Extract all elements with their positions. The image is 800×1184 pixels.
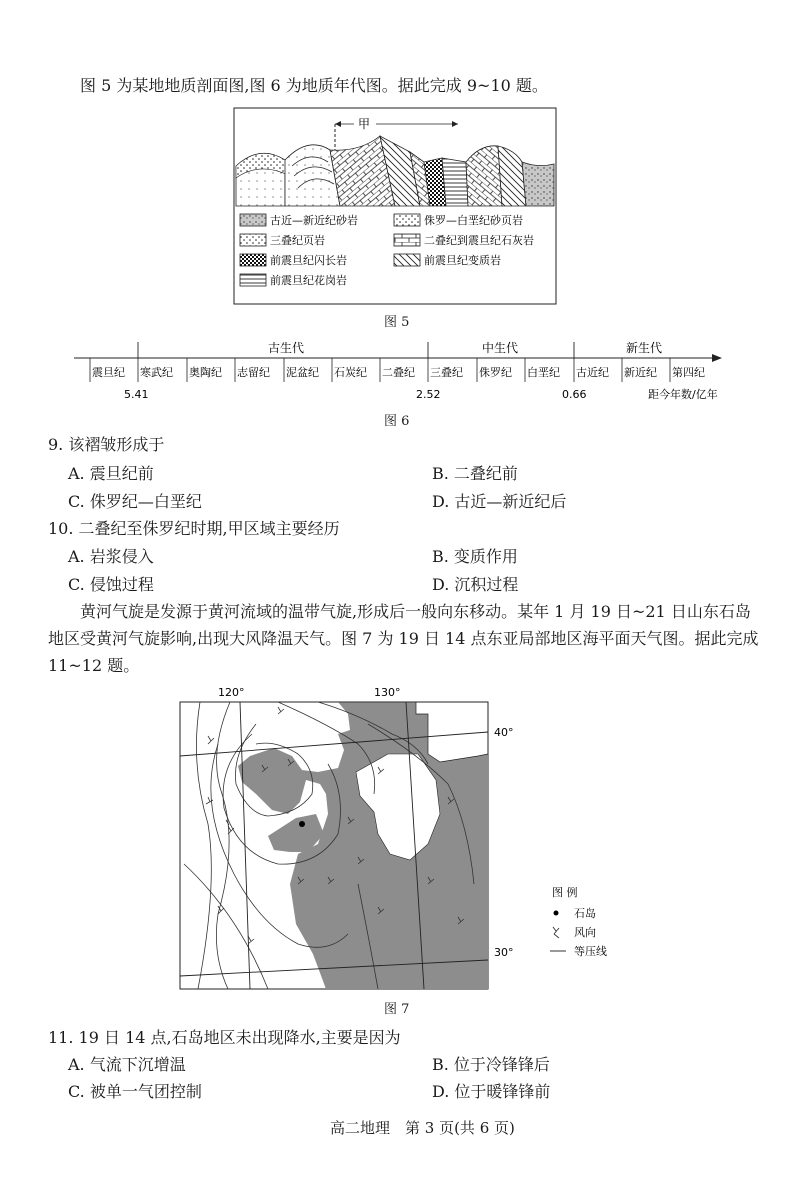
age-tick: 5.41: [124, 388, 149, 401]
fig7-weather-map: [178, 684, 638, 994]
fig6-caption: 图 6: [384, 414, 410, 429]
q9-option-c: C. 侏罗纪—白垩纪: [68, 492, 202, 511]
fig7-legend: [550, 885, 607, 958]
era-label: 新生代: [626, 341, 663, 355]
q9-stem: 9. 该褶皱形成于: [48, 435, 165, 454]
period-label: 古近纪: [576, 366, 609, 379]
q11-option-b: B. 位于冷锋锋后: [432, 1055, 550, 1074]
fig5-legend-item: 二叠纪到震旦纪石灰岩: [424, 234, 534, 247]
fig7-caption: 图 7: [384, 1002, 410, 1017]
q11-option-d: D. 位于暖锋锋前: [432, 1082, 551, 1101]
age-tick: 0.66: [562, 388, 587, 401]
fig6-timeline: [70, 334, 730, 404]
period-label: 奥陶纪: [189, 366, 222, 379]
period-label: 第四纪: [672, 366, 705, 379]
age-tick: 2.52: [416, 388, 441, 401]
page-footer: 高二地理 第 3 页(共 6 页): [330, 1119, 515, 1137]
q9-option-a: A. 震旦纪前: [68, 464, 154, 483]
fig5-label-jia: 甲: [358, 117, 371, 131]
fig5-legend-item: 古近—新近纪砂岩: [270, 214, 358, 227]
period-label: 白垩纪: [527, 366, 560, 379]
period-label: 志留纪: [237, 366, 270, 379]
lon-label: 130°: [374, 686, 401, 699]
fig5-legend-item: 三叠纪页岩: [270, 234, 325, 247]
q10-option-a: A. 岩浆侵入: [68, 547, 154, 566]
axis-label: 距今年数/亿年: [648, 388, 718, 401]
period-label: 寒武纪: [140, 366, 173, 379]
fig5-legend-item: 前震旦纪闪长岩: [270, 254, 347, 267]
fig5-legend-item: 前震旦纪变质岩: [424, 254, 501, 267]
era-label: 古生代: [268, 341, 305, 355]
q10-option-d: D. 沉积过程: [432, 575, 519, 594]
legend-title: 图 例: [552, 886, 578, 899]
fig5-caption: 图 5: [384, 315, 410, 330]
q11-option-a: A. 气流下沉增温: [68, 1055, 186, 1074]
legend-item: 风向: [574, 926, 596, 939]
legend-item: 石岛: [574, 907, 596, 920]
lat-label: 30°: [494, 946, 514, 959]
shidao-marker: [299, 821, 305, 827]
intro-fig5-6: 图 5 为某地地质剖面图,图 6 为地质年代图。据此完成 9~10 题。: [80, 76, 548, 95]
period-label: 震旦纪: [92, 366, 125, 379]
period-label: 三叠纪: [430, 366, 463, 379]
q10-option-c: C. 侵蚀过程: [68, 575, 154, 594]
period-label: 新近纪: [624, 366, 657, 379]
q11-stem: 11. 19 日 14 点,石岛地区未出现降水,主要是因为: [48, 1028, 401, 1047]
intro-fig7: 黄河气旋是发源于黄河流域的温带气旋,形成后一般向东移动。某年 1 月 19 日~21 日山东石岛地区受黄河气旋影响,出现大风降温天气。图 7 为 19 日 14 点东亚局部地区海平面天气图。据此完成 11~12 题。: [48, 602, 759, 675]
legend-item: 等压线: [574, 945, 607, 958]
q10-option-b: B. 变质作用: [432, 547, 518, 566]
q9-option-b: B. 二叠纪前: [432, 464, 518, 483]
period-label: 石炭纪: [334, 366, 367, 379]
lat-label: 40°: [494, 726, 514, 739]
period-label: 侏罗纪: [479, 366, 512, 379]
period-label: 二叠纪: [382, 366, 415, 379]
q9-option-d: D. 古近—新近纪后: [432, 492, 567, 511]
era-label: 中生代: [482, 341, 519, 355]
fig5-cross-section: [230, 106, 560, 306]
q11-option-c: C. 被单一气团控制: [68, 1082, 202, 1101]
fig5-legend-item: 侏罗—白垩纪砂页岩: [424, 214, 523, 227]
q10-stem: 10. 二叠纪至侏罗纪时期,甲区域主要经历: [48, 519, 340, 538]
period-label: 泥盆纪: [286, 366, 319, 379]
fig5-legend-item: 前震旦纪花岗岩: [270, 274, 347, 287]
lon-label: 120°: [218, 686, 245, 699]
